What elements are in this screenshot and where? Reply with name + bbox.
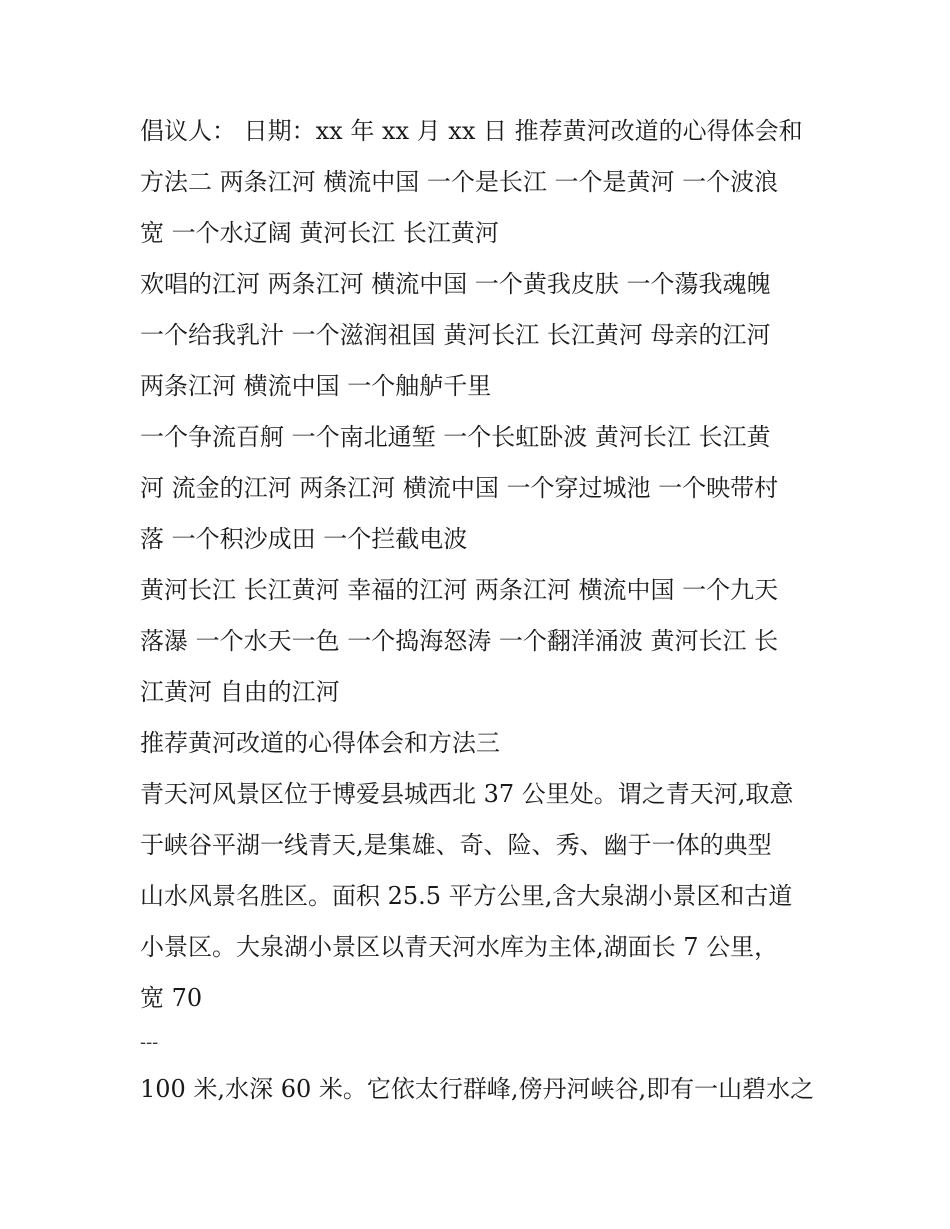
text-line: 宽 一个水辽阔 黄河长江 长江黄河 xyxy=(140,219,499,247)
paragraph-proposal-header xyxy=(140,106,812,259)
text-line: 落瀑 一个水天一色 一个捣海怒涛 一个翻洋涌波 黄河长江 长 xyxy=(140,627,779,655)
text-line: 小景区。大泉湖小景区以青天河水库为主体,湖面长 7 公里， xyxy=(140,933,779,961)
section-heading xyxy=(140,718,812,769)
document-body xyxy=(140,106,815,1115)
text-line: 黄河长江 长江黄河 幸福的江河 两条江河 横流中国 一个九天 xyxy=(140,576,779,604)
paragraph-scenic-area xyxy=(140,769,812,1024)
text-line: 方法二 两条江河 横流中国 一个是长江 一个是黄河 一个波浪 xyxy=(140,168,779,196)
text-line: 一个争流百舸 一个南北通堑 一个长虹卧波 黄河长江 长江黄 xyxy=(140,423,771,451)
text-line: 河 流金的江河 两条江河 横流中国 一个穿过城池 一个映带村 xyxy=(140,474,779,502)
text-line: 100 米,水深 60 米。它依太行群峰,傍丹河峡谷,即有一山碧水之 xyxy=(140,1075,815,1103)
paragraph-poem-1 xyxy=(140,259,812,412)
text-line: 江黄河 自由的江河 xyxy=(140,678,340,706)
paragraph-poem-3 xyxy=(140,565,812,718)
text-line: 落 一个积沙成田 一个拦截电波 xyxy=(140,525,468,553)
text-line: 青天河风景区位于博爱县城西北 37 公里处。谓之青天河,取意 xyxy=(140,780,794,808)
text-line: 倡议人： 日期：xx 年 xx 月 xx 日 推荐黄河改道的心得体会和 xyxy=(140,117,803,145)
text-line: 宽 70 xyxy=(140,984,203,1012)
heading-text: 推荐黄河改道的心得体会和方法三 xyxy=(140,729,500,757)
text-line: 于峡谷平湖一线青天,是集雄、奇、险、秀、幽于一体的典型 xyxy=(140,831,772,859)
paragraph-poem-2 xyxy=(140,412,812,565)
text-line: 一个给我乳汁 一个滋润祖国 黄河长江 长江黄河 母亲的江河 xyxy=(140,321,771,349)
page-break-divider: --- xyxy=(140,1032,159,1053)
text-line: 欢唱的江河 两条江河 横流中国 一个黄我皮肤 一个蕩我魂魄 xyxy=(140,270,771,298)
paragraph-continuation xyxy=(140,1064,815,1115)
text-line: 山水风景名胜区。面积 25.5 平方公里,含大泉湖小景区和古道 xyxy=(140,882,793,910)
text-line: 两条江河 横流中国 一个舳舻千里 xyxy=(140,372,492,400)
